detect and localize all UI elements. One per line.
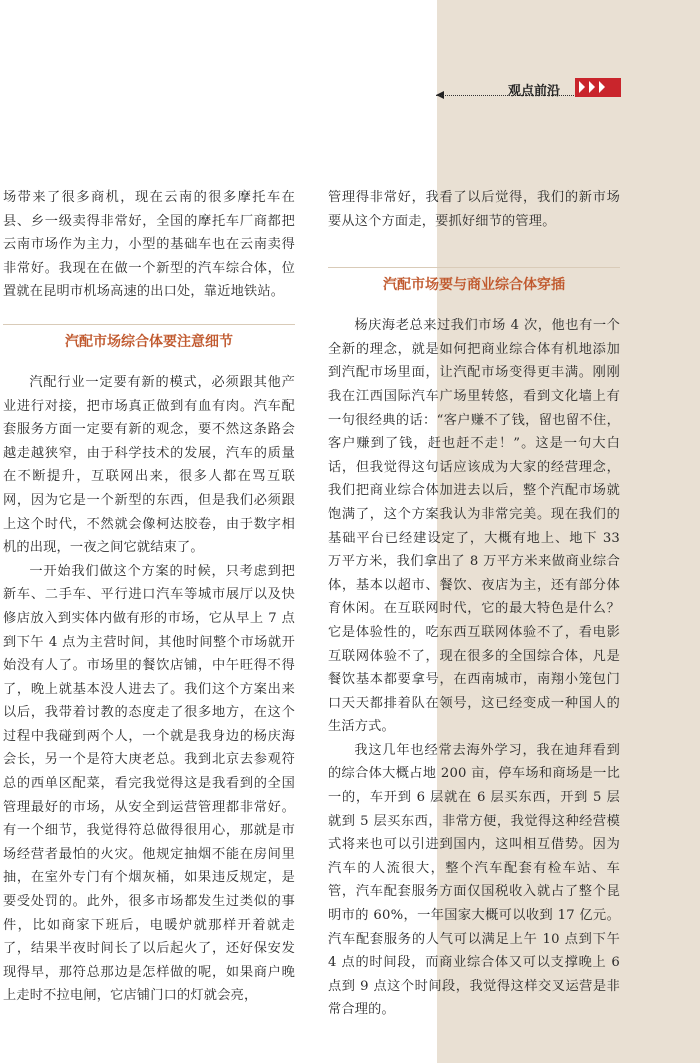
- left-paragraph: 汽配行业一定要有新的模式，必须跟其他产业进行对接，把市场真正做到有血有肉。汽车配套服务方面一定要有新的观念，要不然这条路会越走越狭窄，由于科学技术的发展，汽车的质量在不断提升，互联网出来，很多人都在骂互联网，因为它是一个新型的东西，但是我们必须跟上这个时代，不然就会像柯达胶卷，由于数字相机的出现，一夜之间它就结束了。: [3, 374, 295, 556]
- left-column: [3, 186, 295, 1008]
- left-heading-text: 汽配市场综合体要注意细节: [65, 333, 233, 350]
- left-paragraph: 一开始我们做这个方案的时候，只考虑到把新车、二手车、平行进口汽车等城市展厅以及快修店放入到实体内做有形的市场，它从早上 7 点到下午 4 点为主营时间，其他时间整个市场就开始没有人了。市场里的餐饮店铺，中午旺得不得了，晚上就基本没人进去了。我们这个方案出来以后，我带着讨教的态度走了很多地方，在这个过程中我碰到两个人，一个就是我身边的杨庆海会长，另一个是符大庚老总。我到北京去参观符总的西单区配菜，看完我觉得这是我看到的全国管理最好的市场，从安全到运营管理都非常好。有一个细节，我觉得符总做得很用心，那就是市场经营者最怕的火灾。他规定抽烟不能在房间里抽，在室外专门有个烟灰桶，如果违反规定，是要受处罚的。此外，很多市场都发生过类似的事件，比如商家下班后，电暖炉就那样开着就走了，结果半夜时间长了以后起火了，还好保安发现得早，那符总那边是怎样做的呢，如果商户晚上走时不拉电闸，它店铺门口的灯就会亮，: [3, 563, 295, 1004]
- chevron-right-icon: [599, 81, 605, 93]
- right-paragraph: 杨庆海老总来过我们市场 4 次，他也有一个全新的理念，就是如何把商业综合体有机地添加到汽配市场里面，让汽配市场变得更丰满。刚刚我在江西国际汽车广场里转悠，看到文化墙上有一句很经典的话：“客户赚不了钱，留也留不住，客户赚到了钱，赶也赶不走！”。这是一句大白话，但我觉得这句话应该成为大家的经营理念，我们把商业综合体加进去以后，整个汽配市场就饱满了，这个方案我认为非常完美。现在我们的基础平台已经建设定了，大概有地上、地下 33 万平方米，我们拿出了 8 万平方米来做商业综合体，基本以超市、餐饮、夜店为主，还有部分体育休闲。在互联网时代，它的最大特色是什么？它是体验性的，吃东西互联网体验不了，看电影互联网体验不了，现在很多的全国综合体，凡是餐饮基本都要拿号，在西南城市，南翔小笼包门口天天都排着队在领号，这已经变成一种国人的生活方式。: [328, 318, 620, 735]
- section-tab-chevrons-icon: [575, 78, 621, 97]
- chevron-right-icon: [589, 81, 595, 93]
- right-heading-text: 汽配市场要与商业综合体穿插: [383, 277, 565, 294]
- section-label: 观点前沿: [508, 84, 561, 99]
- left-section-heading: [3, 324, 295, 353]
- right-intro-paragraph: 管理得非常好，我看了以后觉得，我们的新市场要从这个方面走，要抓好细节的管理。: [328, 190, 620, 229]
- right-paragraph: 我这几年也经常去海外学习，我在迪拜看到的综合体大概占地 200 亩，停车场和商场是一比一的，车开到 6 层就在 6 层买东西，开到 5 层就到 5 层买东西，非常方便，我觉得这种经营模式将来也可以引进到国内，这叫相互借势。因为汽车的人流很大，整个汽车配套有检车站、车管，汽车配套服务方面仅国税收入就占了整个昆明市的 60%，一年国家大概可以收到 17 亿元。汽车配套服务的人气可以满足上午 10 点到下午 4 点的时间段，而商业综合体又可以支撑晚上 6 点到 9 点这个时间段，我觉得这样交叉运营是非常合理的。: [328, 742, 620, 1018]
- chevron-right-icon: [579, 81, 585, 93]
- right-section-heading: [328, 267, 620, 296]
- right-column: [328, 186, 620, 1022]
- left-intro-paragraph: 场带来了很多商机，现在云南的很多摩托车在县、乡一级卖得非常好，全国的摩托车厂商都把云南市场作为主力，小型的基础车也在云南卖得非常好。我现在在做一个新型的汽车综合体，位置就在昆明市机场高速的出口处，靠近地铁站。: [3, 190, 295, 300]
